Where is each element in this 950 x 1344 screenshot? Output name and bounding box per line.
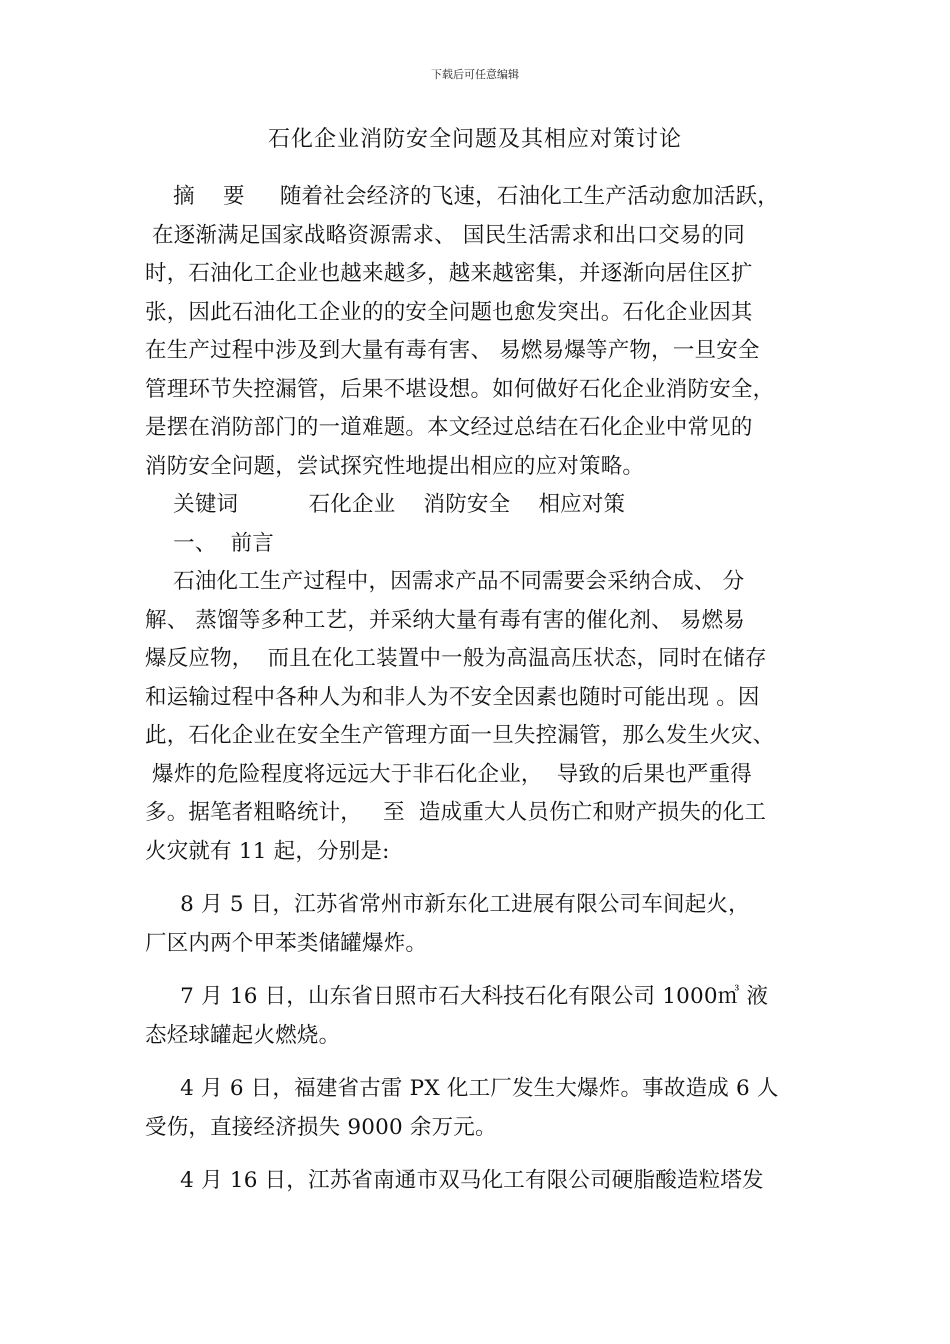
- incident-line: 8 月 5 日，江苏省常州市新东化工进展有限公司车间起火，: [145, 892, 750, 917]
- incident-line: 厂区内两个甲苯类储罐爆炸。: [145, 930, 428, 956]
- abstract-line: 消防安全问题，尝试探究性地提出相应的应对策略。: [145, 453, 645, 479]
- incident-line: 4 月 6 日，福建省古雷 PX 化工厂发生大爆炸。事故造成 6 人: [145, 1076, 779, 1101]
- paragraph-line: 多。据笔者粗略统计， 至 造成重大人员伤亡和财产损失的化工: [145, 800, 767, 825]
- incident-line: 4 月 16 日，江苏省南通市双马化工有限公司硬脂酸造粒塔发: [145, 1168, 764, 1193]
- paragraph-line: 此，石化企业在安全生产管理方面一旦失控漏管，那么发生火灾、: [145, 723, 775, 748]
- paragraph-gap: [145, 1055, 810, 1070]
- document-body: [145, 178, 810, 1201]
- paragraph-line: 火灾就有 11 起，分别是:: [145, 838, 390, 864]
- abstract-line: 张，因此石油化工企业的的安全问题也愈发突出。石化企业因其: [145, 299, 753, 325]
- paragraph-gap: [145, 1147, 810, 1162]
- abstract-line: 是摆在消防部门的一道难题。本文经过总结在石化企业中常见的: [145, 415, 753, 440]
- paragraph-gap: [145, 963, 810, 978]
- abstract-line: 在逐渐满足国家战略资源需求、 国民生活需求和出口交易的同: [145, 222, 745, 248]
- paragraph-line: 爆反应物， 而且在化工装置中一般为高温高压状态，同时在储存: [145, 646, 767, 671]
- section-heading: 一、 前言: [145, 530, 275, 556]
- incident-line: 7 月 16 日，山东省日照市石大科技石化有限公司 1000㎥ 液: [145, 984, 769, 1009]
- abstract-line: 管理环节失控漏管，后果不堪设想。如何做好石化企业消防安全，: [145, 376, 775, 402]
- paragraph-line: 石油化工生产过程中，因需求产品不同需要会采纳合成、 分: [145, 569, 745, 594]
- paragraph-gap: [145, 871, 810, 886]
- keywords-line: 关键词 石化企业 消防安全 相应对策: [145, 492, 626, 517]
- document-title: 石化企业消防安全问题及其相应对策讨论: [267, 127, 682, 152]
- abstract-line: 时，石油化工企业也越来越多，越来越密集，并逐渐向居住区扩: [145, 261, 753, 286]
- paragraph-line: 爆炸的危险程度将远远大于非石化企业， 导致的后果也严重得: [145, 761, 753, 787]
- incident-line: 态烃球罐起火燃烧。: [145, 1022, 341, 1048]
- abstract-line: 在生产过程中涉及到大量有毒有害、 易燃易爆等产物，一旦安全: [145, 338, 760, 363]
- paragraph-line: 和运输过程中各种人为和非人为不安全因素也随时可能出现 。因: [145, 684, 760, 710]
- paragraph-line: 解、 蒸馏等多种工艺，并采纳大量有毒有害的催化剂、 易燃易: [145, 607, 745, 633]
- header-note: 下载后可任意编辑: [431, 68, 519, 81]
- abstract-line: 摘 要 随着社会经济的飞速，石油化工生产活动愈加活跃，: [145, 184, 779, 209]
- incident-line: 受伤，直接经济损失 9000 余万元。: [145, 1114, 497, 1140]
